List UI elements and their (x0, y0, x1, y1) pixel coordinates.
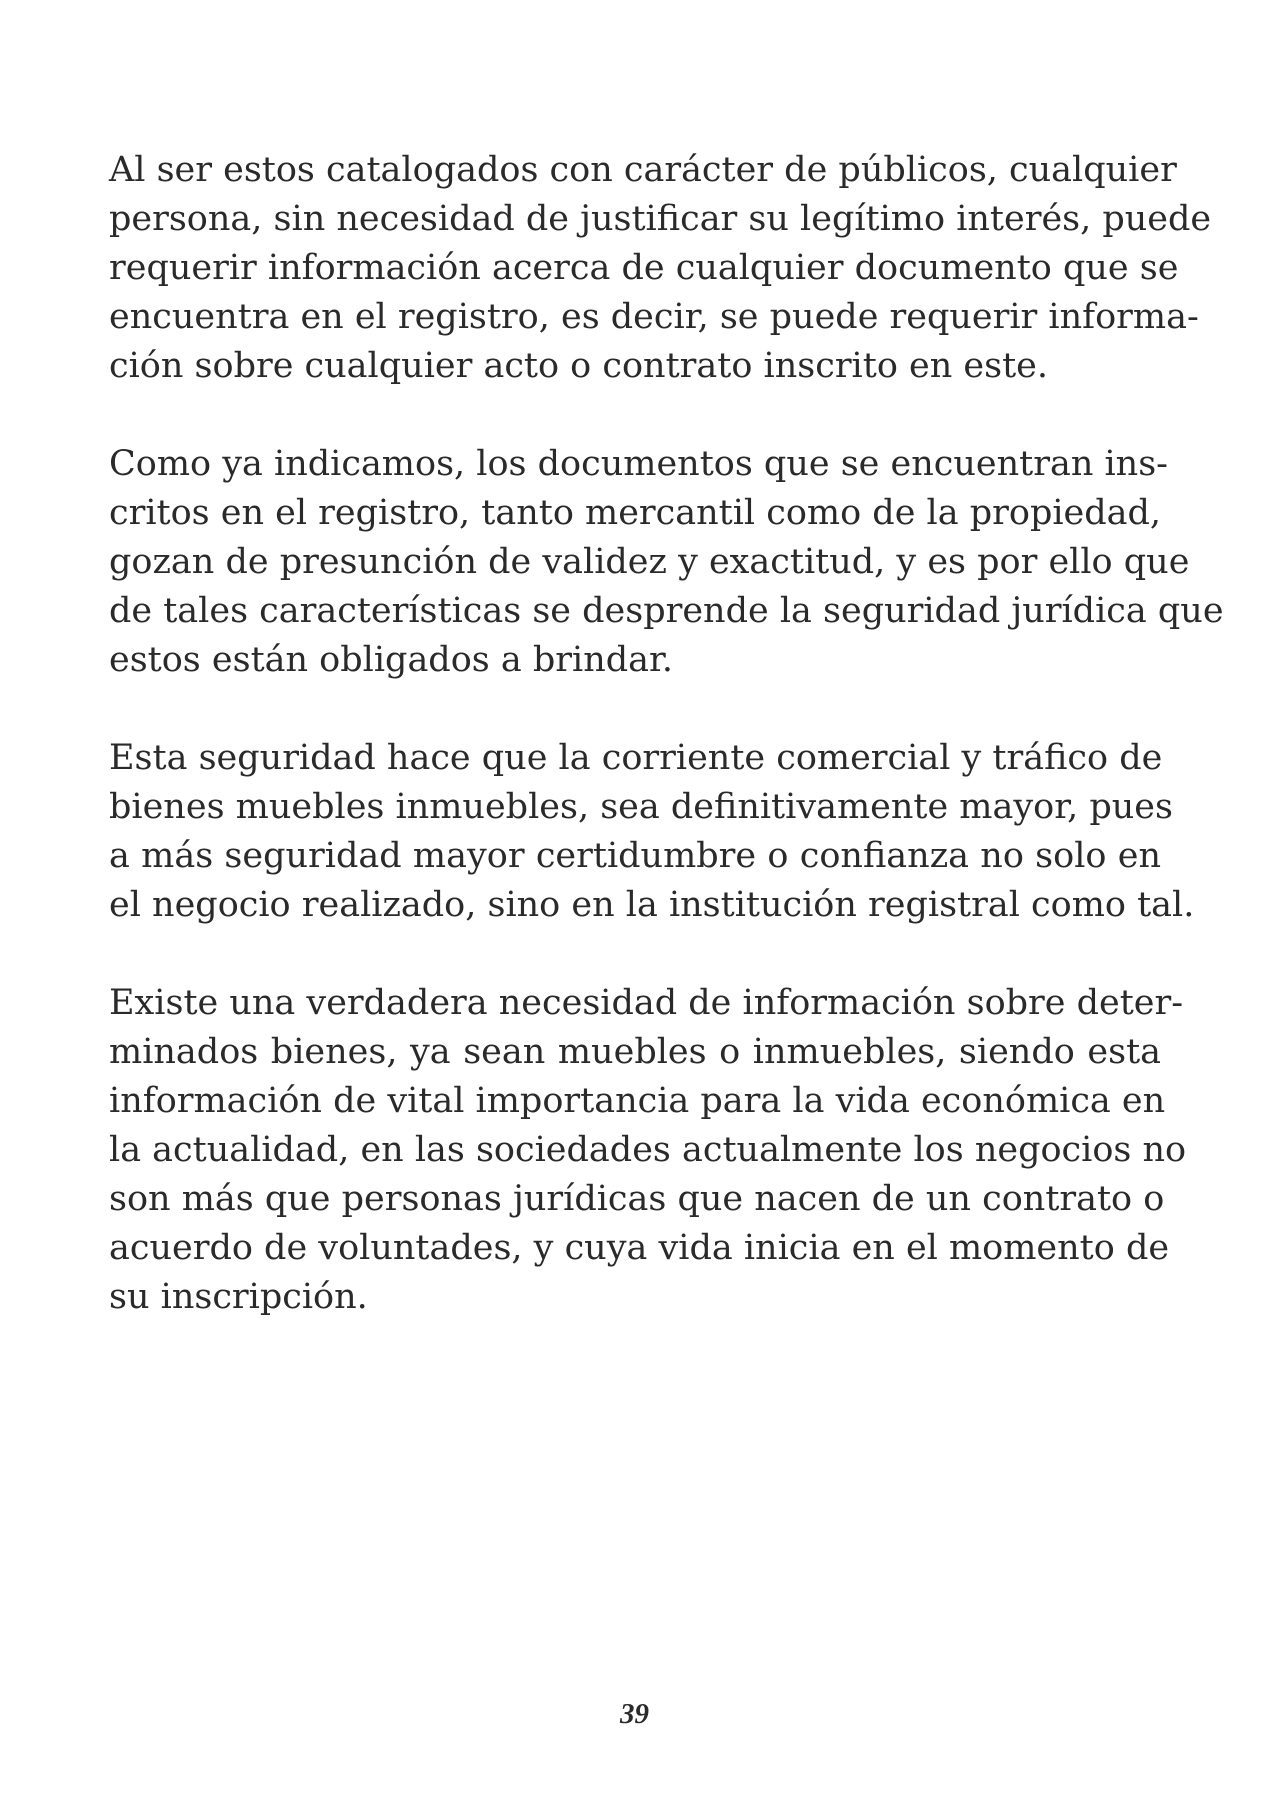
paragraph-2 (109, 440, 1224, 685)
text-line: persona, sin necesidad de justificar su legítimo interés, puede (109, 199, 1212, 239)
paragraph-4 (109, 979, 1187, 1322)
text-line: a más seguridad mayor certidumbre o confianza no solo en (109, 836, 1161, 876)
text-line: requerir información acerca de cualquier documento que se (109, 248, 1179, 288)
text-line: de tales características se desprende la seguridad jurídica que (109, 591, 1224, 631)
text-line: su inscripción. (109, 1277, 368, 1317)
text-line: encuentra en el registro, es decir, se puede requerir informa- (109, 297, 1199, 337)
text-line: Como ya indicamos, los documentos que se encuentran ins- (109, 444, 1169, 484)
text-line: minados bienes, ya sean muebles o inmuebles, siendo esta (109, 1032, 1161, 1072)
paragraph-3 (109, 734, 1195, 930)
page-number: 39 (620, 1698, 649, 1730)
text-line: critos en el registro, tanto mercantil como de la propiedad, (109, 493, 1162, 533)
text-line: la actualidad, en las sociedades actualmente los negocios no (109, 1130, 1187, 1170)
text-line: son más que personas jurídicas que nacen de un contrato o (109, 1179, 1165, 1219)
text-line: información de vital importancia para la vida económica en (109, 1081, 1166, 1121)
text-line: acuerdo de voluntades, y cuya vida inicia en el momento de (109, 1228, 1170, 1268)
text-line: Al ser estos catalogados con carácter de públicos, cualquier (109, 150, 1177, 190)
text-line: bienes muebles inmuebles, sea definitivamente mayor, pues (109, 787, 1173, 827)
text-line: gozan de presunción de validez y exactitud, y es por ello que (109, 542, 1190, 582)
text-line: Existe una verdadera necesidad de información sobre deter- (109, 983, 1184, 1023)
text-line: Esta seguridad hace que la corriente comercial y tráfico de (109, 738, 1163, 778)
text-line: estos están obligados a brindar. (109, 640, 674, 680)
paragraph-1 (109, 146, 1212, 391)
body-text (109, 146, 1224, 1371)
text-line: el negocio realizado, sino en la institución registral como tal. (109, 885, 1195, 925)
text-line: ción sobre cualquier acto o contrato inscrito en este. (109, 346, 1048, 386)
